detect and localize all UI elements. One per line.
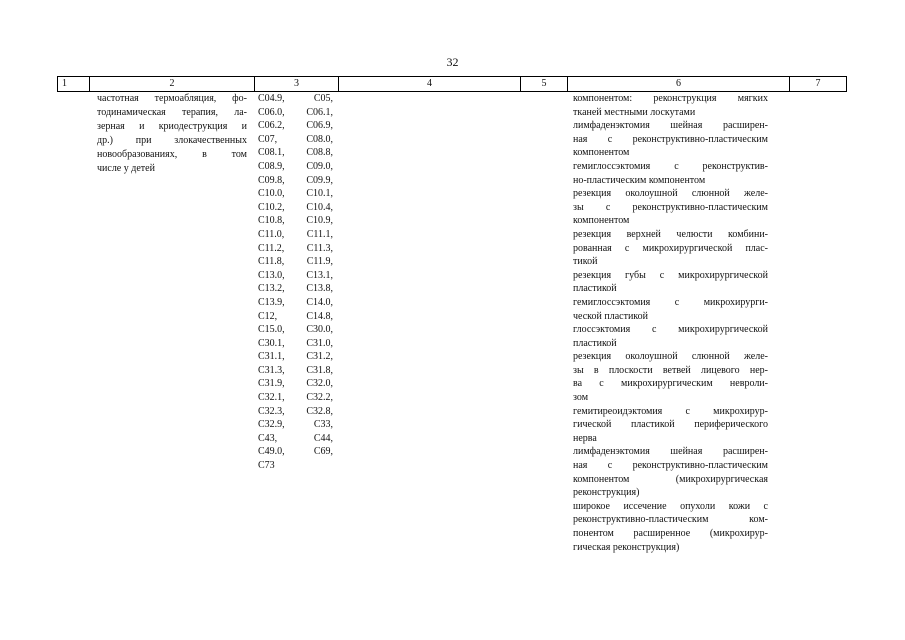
header-cell-2: 2 bbox=[89, 77, 254, 91]
diagnosis-code: C13.9, bbox=[258, 296, 285, 308]
code-row bbox=[258, 201, 333, 215]
diagnosis-code: C08.0, bbox=[306, 133, 333, 145]
code-row bbox=[258, 187, 333, 201]
diagnosis-code: C43, bbox=[258, 432, 278, 444]
code-row bbox=[258, 405, 333, 419]
code-row bbox=[258, 310, 333, 324]
diagnosis-code: C32.1, bbox=[258, 392, 285, 404]
code-row bbox=[258, 282, 333, 296]
diagnosis-code: C06.9, bbox=[306, 120, 333, 132]
procedure-line: компонентом bbox=[573, 215, 630, 227]
diagnosis-code: C09.9, bbox=[306, 174, 333, 186]
diagnosis-code: C33, bbox=[313, 419, 333, 431]
procedure-line: компонентом (микрохирургическая bbox=[573, 473, 768, 485]
diagnosis-code: C73 bbox=[258, 460, 275, 472]
diagnosis-code: C30.0, bbox=[306, 324, 333, 336]
header-cell-1: 1 bbox=[57, 77, 89, 91]
procedure-line: рованная с микрохирургической плас- bbox=[573, 242, 768, 254]
procedures-column bbox=[573, 92, 768, 554]
procedure-line: ная с реконструктивно-пластическим bbox=[573, 460, 768, 472]
diagnosis-code: C10.9, bbox=[306, 215, 333, 227]
diagnosis-code: C13.2, bbox=[258, 283, 285, 295]
diagnosis-code: C09.0, bbox=[306, 160, 333, 172]
code-row bbox=[258, 418, 333, 432]
diagnosis-code: C09.8, bbox=[258, 174, 285, 186]
code-row bbox=[258, 377, 333, 391]
procedure-line: лимфаденэктомия шейная расширен- bbox=[573, 120, 768, 132]
header-cell-5: 5 bbox=[520, 77, 567, 91]
procedure-line: гической пластикой периферического bbox=[573, 419, 768, 431]
diagnosis-code: C08.9, bbox=[258, 160, 285, 172]
procedure-line: резекция губы с микрохирургической bbox=[573, 269, 768, 281]
code-row bbox=[258, 214, 333, 228]
code-row bbox=[258, 160, 333, 174]
procedure-line: резекция верхней челюсти комбини- bbox=[573, 228, 768, 240]
diagnosis-code: C08.1, bbox=[258, 147, 285, 159]
diagnosis-code: C32.9, bbox=[258, 419, 285, 431]
procedure-line: ческой пластикой bbox=[573, 310, 648, 322]
procedure-line: лимфаденэктомия шейная расширен- bbox=[573, 446, 768, 458]
diagnosis-code: C13.1, bbox=[306, 269, 333, 281]
description-line: др.) при злокачественных bbox=[97, 135, 247, 146]
procedure-line: ная с реконструктивно-пластическим bbox=[573, 133, 768, 145]
procedure-line: широкое иссечение опухоли кожи с bbox=[573, 500, 768, 512]
description-line: числе у детей bbox=[97, 163, 155, 174]
diagnosis-code: C11.3, bbox=[306, 242, 333, 254]
diagnosis-code: C32.8, bbox=[306, 405, 333, 417]
diagnosis-code: C44, bbox=[313, 432, 333, 444]
diagnosis-code: C14.8, bbox=[306, 310, 333, 322]
diagnosis-code: C10.0, bbox=[258, 188, 285, 200]
procedure-line: резекция околоушной слюнной желе- bbox=[573, 351, 768, 363]
code-row bbox=[258, 459, 333, 473]
description-line: новообразованиях, в том bbox=[97, 149, 247, 160]
code-row bbox=[258, 364, 333, 378]
code-row bbox=[258, 337, 333, 351]
code-row bbox=[258, 146, 333, 160]
diagnosis-code: C06.1, bbox=[306, 106, 333, 118]
header-cell-7: 7 bbox=[789, 77, 847, 91]
procedure-line: реконструкция) bbox=[573, 487, 640, 499]
procedure-line: зы в плоскости ветвей лицевого нер- bbox=[573, 364, 768, 376]
code-row bbox=[258, 350, 333, 364]
header-cell-4: 4 bbox=[338, 77, 520, 91]
table-header-row bbox=[57, 76, 847, 92]
procedure-line: гемиглоссэктомия с реконструктив- bbox=[573, 160, 768, 172]
diagnosis-code: C32.0, bbox=[306, 378, 333, 390]
page-number: 32 bbox=[446, 55, 459, 69]
code-row bbox=[258, 133, 333, 147]
procedure-line: нерва bbox=[573, 432, 597, 444]
code-row bbox=[258, 174, 333, 188]
diagnosis-code: C12, bbox=[258, 310, 278, 322]
diagnosis-code: C13.0, bbox=[258, 269, 285, 281]
diagnosis-code: C06.0, bbox=[258, 106, 285, 118]
procedure-line: зы с реконструктивно-пластическим bbox=[573, 201, 768, 213]
diagnosis-code: C31.8, bbox=[306, 364, 333, 376]
diagnosis-code: C32.2, bbox=[306, 392, 333, 404]
code-row bbox=[258, 269, 333, 283]
code-row bbox=[258, 255, 333, 269]
diagnosis-code: C10.1, bbox=[306, 188, 333, 200]
diagnosis-code: C04.9, bbox=[258, 93, 285, 104]
diagnosis-code: C31.0, bbox=[306, 337, 333, 349]
header-cell-3: 3 bbox=[254, 77, 338, 91]
treatment-description-column bbox=[97, 92, 247, 176]
procedure-line: гемиглоссэктомия с микрохирурги- bbox=[573, 296, 768, 308]
diagnosis-code: C31.9, bbox=[258, 378, 285, 390]
diagnosis-code: C07, bbox=[258, 133, 278, 145]
header-cell-6: 6 bbox=[567, 77, 789, 91]
diagnosis-code: C30.1, bbox=[258, 337, 285, 349]
diagnosis-code: C31.1, bbox=[258, 351, 285, 363]
procedure-line: тканей местными лоскутами bbox=[573, 106, 696, 118]
code-row bbox=[258, 432, 333, 446]
diagnosis-code: C11.8, bbox=[258, 256, 285, 268]
diagnosis-code: C49.0, bbox=[258, 446, 285, 458]
code-row bbox=[258, 92, 333, 106]
diagnosis-code: C06.2, bbox=[258, 120, 285, 132]
procedure-line: резекция околоушной слюнной желе- bbox=[573, 188, 768, 200]
procedure-line: но-пластическим компонентом bbox=[573, 174, 706, 186]
procedure-line: гемитиреоидэктомия с микрохирур- bbox=[573, 405, 768, 417]
code-row bbox=[258, 106, 333, 120]
procedure-line: зом bbox=[573, 392, 589, 404]
diagnosis-code: C05, bbox=[313, 93, 333, 104]
diagnosis-code: C31.2, bbox=[306, 351, 333, 363]
procedure-line: пластикой bbox=[573, 283, 617, 295]
code-row bbox=[258, 242, 333, 256]
procedure-line: тикой bbox=[573, 256, 598, 268]
diagnosis-code: C13.8, bbox=[306, 283, 333, 295]
code-row bbox=[258, 445, 333, 459]
diagnosis-code: C69, bbox=[313, 446, 333, 458]
diagnosis-code: C10.4, bbox=[306, 201, 333, 213]
diagnosis-code: C11.9, bbox=[306, 256, 333, 268]
description-line: частотная термоабляция, фо- bbox=[97, 93, 247, 104]
diagnosis-code: C14.0, bbox=[306, 296, 333, 308]
procedure-line: ва с микрохирургическим невроли- bbox=[573, 378, 768, 390]
procedure-line: гическая реконструкция) bbox=[573, 541, 680, 553]
procedure-line: реконструктивно-пластическим ком- bbox=[573, 514, 768, 526]
description-line: тодинамическая терапия, ла- bbox=[97, 107, 247, 118]
procedure-line: компонентом bbox=[573, 147, 630, 159]
diagnosis-code: C11.1, bbox=[306, 228, 333, 240]
procedure-line: понентом расширенное (микрохирур- bbox=[573, 528, 768, 539]
procedure-line: глоссэктомия с микрохирургической bbox=[573, 324, 768, 336]
code-row bbox=[258, 323, 333, 337]
code-row bbox=[258, 296, 333, 310]
procedure-line: компонентом: реконструкция мягких bbox=[573, 93, 768, 104]
diagnosis-code: C10.8, bbox=[258, 215, 285, 227]
code-row bbox=[258, 391, 333, 405]
procedure-line: пластикой bbox=[573, 337, 617, 349]
diagnosis-code: C10.2, bbox=[258, 201, 285, 213]
diagnosis-code: C11.2, bbox=[258, 242, 285, 254]
code-row bbox=[258, 228, 333, 242]
code-row bbox=[258, 119, 333, 133]
diagnosis-code: C15.0, bbox=[258, 324, 285, 336]
diagnosis-code: C11.0, bbox=[258, 228, 285, 240]
diagnosis-code: C08.8, bbox=[306, 147, 333, 159]
diagnosis-codes-column bbox=[258, 92, 333, 473]
diagnosis-code: C32.3, bbox=[258, 405, 285, 417]
diagnosis-code: C31.3, bbox=[258, 364, 285, 376]
description-line: зерная и криодеструкция и bbox=[97, 121, 247, 132]
